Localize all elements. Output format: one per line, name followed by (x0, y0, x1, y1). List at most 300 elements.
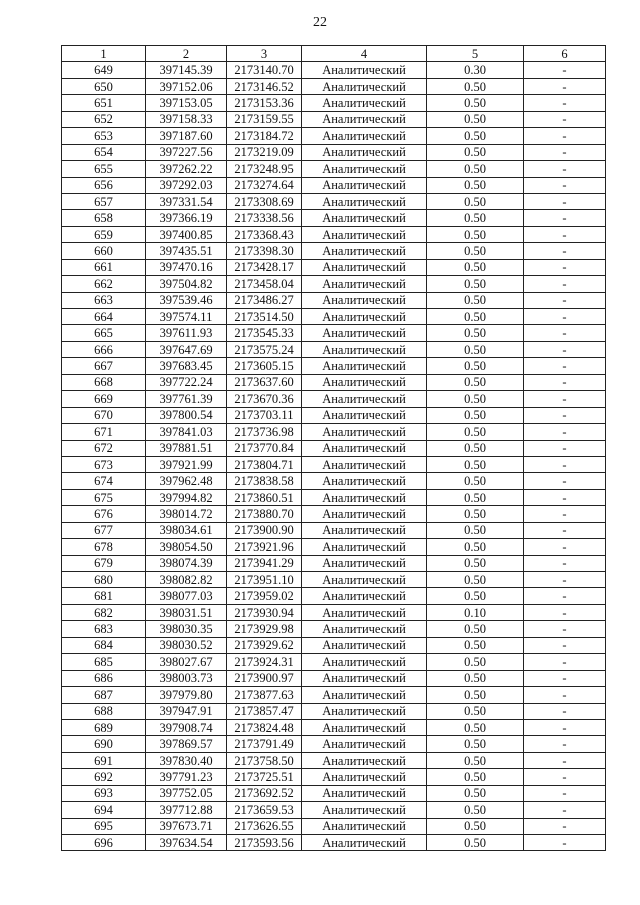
accuracy-cell: 0.50 (427, 440, 524, 456)
accuracy-cell: 0.50 (427, 325, 524, 341)
table-header-row (62, 46, 606, 62)
method-cell: Аналитический (302, 654, 427, 670)
column-header: 1 (62, 46, 146, 62)
note-cell: - (524, 243, 606, 259)
method-cell: Аналитический (302, 719, 427, 735)
table-row (62, 309, 606, 325)
method-cell: Аналитический (302, 243, 427, 259)
point-number-cell: 667 (62, 358, 146, 374)
note-cell: - (524, 802, 606, 818)
point-number-cell: 656 (62, 177, 146, 193)
x-coordinate-cell: 397979.80 (146, 687, 227, 703)
y-coordinate-cell: 2173637.60 (227, 374, 302, 390)
table-row (62, 555, 606, 571)
method-cell: Аналитический (302, 473, 427, 489)
table-row (62, 259, 606, 275)
accuracy-cell: 0.50 (427, 506, 524, 522)
accuracy-cell: 0.50 (427, 358, 524, 374)
x-coordinate-cell: 397539.46 (146, 292, 227, 308)
y-coordinate-cell: 2173184.72 (227, 128, 302, 144)
column-header: 4 (302, 46, 427, 62)
y-coordinate-cell: 2173338.56 (227, 210, 302, 226)
y-coordinate-cell: 2173924.31 (227, 654, 302, 670)
method-cell: Аналитический (302, 424, 427, 440)
accuracy-cell: 0.50 (427, 473, 524, 489)
note-cell: - (524, 687, 606, 703)
accuracy-cell: 0.50 (427, 161, 524, 177)
point-number-cell: 672 (62, 440, 146, 456)
method-cell: Аналитический (302, 78, 427, 94)
accuracy-cell: 0.50 (427, 78, 524, 94)
x-coordinate-cell: 397881.51 (146, 440, 227, 456)
note-cell: - (524, 111, 606, 127)
y-coordinate-cell: 2173146.52 (227, 78, 302, 94)
method-cell: Аналитический (302, 144, 427, 160)
note-cell: - (524, 193, 606, 209)
y-coordinate-cell: 2173248.95 (227, 161, 302, 177)
note-cell: - (524, 719, 606, 735)
x-coordinate-cell: 397331.54 (146, 193, 227, 209)
table-row (62, 341, 606, 357)
y-coordinate-cell: 2173308.69 (227, 193, 302, 209)
point-number-cell: 657 (62, 193, 146, 209)
point-number-cell: 650 (62, 78, 146, 94)
point-number-cell: 690 (62, 736, 146, 752)
x-coordinate-cell: 398034.61 (146, 522, 227, 538)
method-cell: Аналитический (302, 621, 427, 637)
accuracy-cell: 0.50 (427, 572, 524, 588)
x-coordinate-cell: 397761.39 (146, 391, 227, 407)
point-number-cell: 687 (62, 687, 146, 703)
y-coordinate-cell: 2173368.43 (227, 226, 302, 242)
x-coordinate-cell: 397152.06 (146, 78, 227, 94)
method-cell: Аналитический (302, 769, 427, 785)
accuracy-cell: 0.50 (427, 111, 524, 127)
note-cell: - (524, 440, 606, 456)
accuracy-cell: 0.50 (427, 210, 524, 226)
accuracy-cell: 0.50 (427, 292, 524, 308)
y-coordinate-cell: 2173930.94 (227, 604, 302, 620)
accuracy-cell: 0.50 (427, 687, 524, 703)
accuracy-cell: 0.50 (427, 654, 524, 670)
x-coordinate-cell: 397947.91 (146, 703, 227, 719)
table-row (62, 703, 606, 719)
accuracy-cell: 0.50 (427, 835, 524, 851)
y-coordinate-cell: 2173857.47 (227, 703, 302, 719)
point-number-cell: 674 (62, 473, 146, 489)
method-cell: Аналитический (302, 177, 427, 193)
x-coordinate-cell: 397504.82 (146, 276, 227, 292)
y-coordinate-cell: 2173736.98 (227, 424, 302, 440)
x-coordinate-cell: 398030.35 (146, 621, 227, 637)
note-cell: - (524, 539, 606, 555)
point-number-cell: 682 (62, 604, 146, 620)
x-coordinate-cell: 397869.57 (146, 736, 227, 752)
method-cell: Аналитический (302, 802, 427, 818)
accuracy-cell: 0.50 (427, 309, 524, 325)
point-number-cell: 694 (62, 802, 146, 818)
accuracy-cell: 0.50 (427, 818, 524, 834)
accuracy-cell: 0.50 (427, 588, 524, 604)
note-cell: - (524, 654, 606, 670)
table-row (62, 292, 606, 308)
x-coordinate-cell: 397830.40 (146, 752, 227, 768)
method-cell: Аналитический (302, 292, 427, 308)
x-coordinate-cell: 398027.67 (146, 654, 227, 670)
point-number-cell: 655 (62, 161, 146, 177)
y-coordinate-cell: 2173274.64 (227, 177, 302, 193)
table-row (62, 736, 606, 752)
point-number-cell: 681 (62, 588, 146, 604)
method-cell: Аналитический (302, 752, 427, 768)
accuracy-cell: 0.50 (427, 637, 524, 653)
table-row (62, 325, 606, 341)
table-row (62, 489, 606, 505)
y-coordinate-cell: 2173514.50 (227, 309, 302, 325)
column-header: 3 (227, 46, 302, 62)
accuracy-cell: 0.50 (427, 736, 524, 752)
x-coordinate-cell: 398030.52 (146, 637, 227, 653)
point-number-cell: 678 (62, 539, 146, 555)
x-coordinate-cell: 397292.03 (146, 177, 227, 193)
note-cell: - (524, 506, 606, 522)
note-cell: - (524, 309, 606, 325)
table-row (62, 654, 606, 670)
point-number-cell: 659 (62, 226, 146, 242)
note-cell: - (524, 391, 606, 407)
x-coordinate-cell: 397227.56 (146, 144, 227, 160)
point-number-cell: 662 (62, 276, 146, 292)
accuracy-cell: 0.50 (427, 555, 524, 571)
point-number-cell: 693 (62, 785, 146, 801)
x-coordinate-cell: 397673.71 (146, 818, 227, 834)
table-row (62, 456, 606, 472)
accuracy-cell: 0.10 (427, 604, 524, 620)
coordinates-table (61, 45, 606, 851)
point-number-cell: 670 (62, 407, 146, 423)
table-row (62, 78, 606, 94)
x-coordinate-cell: 397994.82 (146, 489, 227, 505)
table-row (62, 522, 606, 538)
point-number-cell: 660 (62, 243, 146, 259)
y-coordinate-cell: 2173428.17 (227, 259, 302, 275)
y-coordinate-cell: 2173791.49 (227, 736, 302, 752)
point-number-cell: 680 (62, 572, 146, 588)
note-cell: - (524, 325, 606, 341)
note-cell: - (524, 358, 606, 374)
x-coordinate-cell: 397366.19 (146, 210, 227, 226)
accuracy-cell: 0.50 (427, 424, 524, 440)
table-row (62, 161, 606, 177)
x-coordinate-cell: 397158.33 (146, 111, 227, 127)
method-cell: Аналитический (302, 687, 427, 703)
y-coordinate-cell: 2173398.30 (227, 243, 302, 259)
note-cell: - (524, 374, 606, 390)
y-coordinate-cell: 2173692.52 (227, 785, 302, 801)
point-number-cell: 663 (62, 292, 146, 308)
note-cell: - (524, 736, 606, 752)
table-row (62, 604, 606, 620)
method-cell: Аналитический (302, 456, 427, 472)
y-coordinate-cell: 2173929.62 (227, 637, 302, 653)
table-row (62, 769, 606, 785)
x-coordinate-cell: 397153.05 (146, 95, 227, 111)
table-row (62, 226, 606, 242)
column-header: 2 (146, 46, 227, 62)
note-cell: - (524, 62, 606, 78)
method-cell: Аналитический (302, 341, 427, 357)
point-number-cell: 658 (62, 210, 146, 226)
method-cell: Аналитический (302, 835, 427, 851)
x-coordinate-cell: 397683.45 (146, 358, 227, 374)
x-coordinate-cell: 397712.88 (146, 802, 227, 818)
accuracy-cell: 0.50 (427, 177, 524, 193)
table-row (62, 621, 606, 637)
method-cell: Аналитический (302, 374, 427, 390)
method-cell: Аналитический (302, 818, 427, 834)
y-coordinate-cell: 2173804.71 (227, 456, 302, 472)
method-cell: Аналитический (302, 193, 427, 209)
x-coordinate-cell: 397908.74 (146, 719, 227, 735)
point-number-cell: 673 (62, 456, 146, 472)
note-cell: - (524, 161, 606, 177)
note-cell: - (524, 604, 606, 620)
method-cell: Аналитический (302, 210, 427, 226)
method-cell: Аналитический (302, 111, 427, 127)
point-number-cell: 691 (62, 752, 146, 768)
method-cell: Аналитический (302, 95, 427, 111)
y-coordinate-cell: 2173838.58 (227, 473, 302, 489)
y-coordinate-cell: 2173159.55 (227, 111, 302, 127)
y-coordinate-cell: 2173877.63 (227, 687, 302, 703)
y-coordinate-cell: 2173725.51 (227, 769, 302, 785)
accuracy-cell: 0.50 (427, 489, 524, 505)
y-coordinate-cell: 2173758.50 (227, 752, 302, 768)
table-row (62, 144, 606, 160)
point-number-cell: 653 (62, 128, 146, 144)
accuracy-cell: 0.50 (427, 341, 524, 357)
note-cell: - (524, 489, 606, 505)
y-coordinate-cell: 2173929.98 (227, 621, 302, 637)
note-cell: - (524, 555, 606, 571)
point-number-cell: 649 (62, 62, 146, 78)
y-coordinate-cell: 2173951.10 (227, 572, 302, 588)
point-number-cell: 695 (62, 818, 146, 834)
accuracy-cell: 0.50 (427, 374, 524, 390)
y-coordinate-cell: 2173575.24 (227, 341, 302, 357)
table-row (62, 719, 606, 735)
table-row (62, 374, 606, 390)
x-coordinate-cell: 397611.93 (146, 325, 227, 341)
note-cell: - (524, 769, 606, 785)
table-row (62, 440, 606, 456)
y-coordinate-cell: 2173824.48 (227, 719, 302, 735)
accuracy-cell: 0.50 (427, 128, 524, 144)
x-coordinate-cell: 398082.82 (146, 572, 227, 588)
note-cell: - (524, 703, 606, 719)
accuracy-cell: 0.50 (427, 456, 524, 472)
accuracy-cell: 0.50 (427, 226, 524, 242)
y-coordinate-cell: 2173880.70 (227, 506, 302, 522)
y-coordinate-cell: 2173959.02 (227, 588, 302, 604)
point-number-cell: 668 (62, 374, 146, 390)
note-cell: - (524, 78, 606, 94)
method-cell: Аналитический (302, 325, 427, 341)
y-coordinate-cell: 2173458.04 (227, 276, 302, 292)
table-row (62, 424, 606, 440)
method-cell: Аналитический (302, 309, 427, 325)
table-row (62, 835, 606, 851)
point-number-cell: 686 (62, 670, 146, 686)
point-number-cell: 669 (62, 391, 146, 407)
table-row (62, 358, 606, 374)
y-coordinate-cell: 2173921.96 (227, 539, 302, 555)
point-number-cell: 679 (62, 555, 146, 571)
point-number-cell: 665 (62, 325, 146, 341)
method-cell: Аналитический (302, 670, 427, 686)
x-coordinate-cell: 397634.54 (146, 835, 227, 851)
y-coordinate-cell: 2173593.56 (227, 835, 302, 851)
x-coordinate-cell: 398074.39 (146, 555, 227, 571)
x-coordinate-cell: 398014.72 (146, 506, 227, 522)
method-cell: Аналитический (302, 703, 427, 719)
point-number-cell: 676 (62, 506, 146, 522)
accuracy-cell: 0.50 (427, 391, 524, 407)
note-cell: - (524, 522, 606, 538)
point-number-cell: 677 (62, 522, 146, 538)
y-coordinate-cell: 2173605.15 (227, 358, 302, 374)
accuracy-cell: 0.50 (427, 144, 524, 160)
table-row (62, 473, 606, 489)
y-coordinate-cell: 2173770.84 (227, 440, 302, 456)
y-coordinate-cell: 2173486.27 (227, 292, 302, 308)
accuracy-cell: 0.50 (427, 522, 524, 538)
accuracy-cell: 0.50 (427, 719, 524, 735)
note-cell: - (524, 473, 606, 489)
table-row (62, 637, 606, 653)
note-cell: - (524, 621, 606, 637)
table-row (62, 802, 606, 818)
table-row (62, 276, 606, 292)
method-cell: Аналитический (302, 226, 427, 242)
method-cell: Аналитический (302, 539, 427, 555)
accuracy-cell: 0.50 (427, 752, 524, 768)
accuracy-cell: 0.50 (427, 276, 524, 292)
table-row (62, 177, 606, 193)
note-cell: - (524, 752, 606, 768)
accuracy-cell: 0.50 (427, 670, 524, 686)
method-cell: Аналитический (302, 128, 427, 144)
x-coordinate-cell: 397145.39 (146, 62, 227, 78)
x-coordinate-cell: 397921.99 (146, 456, 227, 472)
table-row (62, 210, 606, 226)
table-row (62, 407, 606, 423)
note-cell: - (524, 670, 606, 686)
y-coordinate-cell: 2173860.51 (227, 489, 302, 505)
note-cell: - (524, 785, 606, 801)
method-cell: Аналитический (302, 588, 427, 604)
note-cell: - (524, 407, 606, 423)
point-number-cell: 675 (62, 489, 146, 505)
accuracy-cell: 0.50 (427, 193, 524, 209)
method-cell: Аналитический (302, 522, 427, 538)
accuracy-cell: 0.50 (427, 769, 524, 785)
accuracy-cell: 0.30 (427, 62, 524, 78)
note-cell: - (524, 588, 606, 604)
point-number-cell: 651 (62, 95, 146, 111)
table-row (62, 818, 606, 834)
method-cell: Аналитический (302, 637, 427, 653)
accuracy-cell: 0.50 (427, 95, 524, 111)
note-cell: - (524, 95, 606, 111)
note-cell: - (524, 144, 606, 160)
method-cell: Аналитический (302, 358, 427, 374)
point-number-cell: 692 (62, 769, 146, 785)
point-number-cell: 689 (62, 719, 146, 735)
note-cell: - (524, 128, 606, 144)
x-coordinate-cell: 397187.60 (146, 128, 227, 144)
method-cell: Аналитический (302, 440, 427, 456)
table-row (62, 785, 606, 801)
y-coordinate-cell: 2173626.55 (227, 818, 302, 834)
table-row (62, 687, 606, 703)
note-cell: - (524, 456, 606, 472)
table-row (62, 588, 606, 604)
point-number-cell: 652 (62, 111, 146, 127)
y-coordinate-cell: 2173900.90 (227, 522, 302, 538)
point-number-cell: 661 (62, 259, 146, 275)
table-row (62, 95, 606, 111)
x-coordinate-cell: 397262.22 (146, 161, 227, 177)
x-coordinate-cell: 397791.23 (146, 769, 227, 785)
accuracy-cell: 0.50 (427, 621, 524, 637)
note-cell: - (524, 210, 606, 226)
method-cell: Аналитический (302, 555, 427, 571)
method-cell: Аналитический (302, 489, 427, 505)
accuracy-cell: 0.50 (427, 407, 524, 423)
y-coordinate-cell: 2173670.36 (227, 391, 302, 407)
x-coordinate-cell: 398054.50 (146, 539, 227, 555)
table-row (62, 111, 606, 127)
note-cell: - (524, 572, 606, 588)
y-coordinate-cell: 2173941.29 (227, 555, 302, 571)
column-header: 6 (524, 46, 606, 62)
x-coordinate-cell: 398003.73 (146, 670, 227, 686)
table-row (62, 243, 606, 259)
table-row (62, 62, 606, 78)
note-cell: - (524, 292, 606, 308)
table-row (62, 752, 606, 768)
x-coordinate-cell: 397470.16 (146, 259, 227, 275)
note-cell: - (524, 341, 606, 357)
method-cell: Аналитический (302, 736, 427, 752)
x-coordinate-cell: 397962.48 (146, 473, 227, 489)
table-row (62, 193, 606, 209)
table-row (62, 506, 606, 522)
note-cell: - (524, 818, 606, 834)
accuracy-cell: 0.50 (427, 259, 524, 275)
x-coordinate-cell: 398077.03 (146, 588, 227, 604)
y-coordinate-cell: 2173703.11 (227, 407, 302, 423)
method-cell: Аналитический (302, 276, 427, 292)
note-cell: - (524, 226, 606, 242)
method-cell: Аналитический (302, 62, 427, 78)
column-header: 5 (427, 46, 524, 62)
point-number-cell: 696 (62, 835, 146, 851)
point-number-cell: 664 (62, 309, 146, 325)
method-cell: Аналитический (302, 391, 427, 407)
accuracy-cell: 0.50 (427, 243, 524, 259)
